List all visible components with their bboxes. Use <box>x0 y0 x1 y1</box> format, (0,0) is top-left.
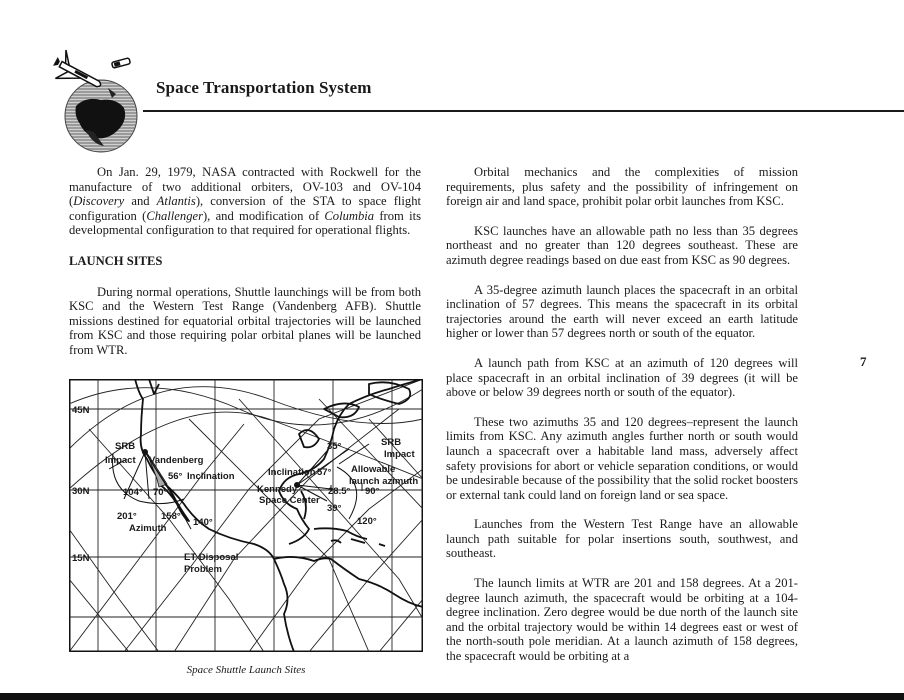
kennedy-label-2: Space Center <box>259 495 320 506</box>
ksc-inclination-39: 39° <box>327 503 342 514</box>
section-heading-launch-sites: LAUNCH SITES <box>69 253 163 268</box>
footer-bar <box>0 693 904 700</box>
paragraph-ksc-allowable-path: KSC launches have an allowable path no less than 35 degrees northeast and no greater than 120 degrees southeast. These are azimuth degree readings based on due east from KSC as 90 degrees. <box>446 223 798 267</box>
wtr-azimuth-label: Azimuth <box>129 523 167 534</box>
lat-label-30n: 30N <box>72 486 90 497</box>
ksc-inclination-label: Inclination <box>268 467 316 478</box>
wtr-inclination-70: 70° <box>153 487 168 498</box>
header-rule <box>143 110 904 112</box>
wtr-azimuth-140: 140° <box>193 517 213 528</box>
lat-label-15n: 15N <box>72 553 90 564</box>
page-title: Space Transportation System <box>156 78 372 97</box>
paragraph-launch-limits-ksc: These two azimuths 35 and 120 degrees–represent the launch limits from KSC. Any azimuth angles further north or south would launch a spacecraft over a habitable land mass, adversely affect safety provisions for abort or vehicle separation conditions, or would be undesirable because of the possibility that the solid rocket boosters or external tank could land on foreign land or sea space. <box>446 414 798 502</box>
wtr-srb-label-1: SRB <box>115 441 136 452</box>
wtr-inclination-56: 56° <box>168 471 183 482</box>
paragraph-wtr-launch-path: Launches from the Western Test Range have an allowable launch path suitable for polar insertions south, southwest, and southeast. <box>446 517 798 561</box>
et-disposal-label-2: Problem <box>184 564 223 575</box>
shuttle-over-earth-icon <box>46 48 146 156</box>
ksc-allowable-label-1: Allowable <box>351 464 396 475</box>
left-column <box>69 165 421 358</box>
lat-label-45n: 45N <box>72 405 90 416</box>
ksc-inclination-57: 57° <box>317 467 332 478</box>
wtr-inclination-104: 104° <box>123 487 143 498</box>
et-disposal-label-1: ET Disposal <box>184 552 239 563</box>
paragraph-normal-operations: During normal operations, Shuttle launchings will be from both KSC and the Western Test Range (Vandenberg AFB). Shuttle missions destined for equatorial orbital trajectories will be launched from KSC and those requiring polar orbital planes will be launched from WTR. <box>69 284 421 357</box>
vandenberg-label: Vandenberg <box>149 455 204 466</box>
launch-sites-map <box>69 379 423 652</box>
kennedy-label-1: Kennedy <box>257 484 298 495</box>
ksc-srb-label-1: SRB <box>381 437 402 448</box>
vandenberg-marker <box>142 449 148 455</box>
ksc-azimuth-35: 35° <box>327 441 342 452</box>
ksc-srb-label-2: Impact <box>384 449 415 460</box>
wtr-srb-label-2: Impact <box>105 455 136 466</box>
page-number: 7 <box>860 354 867 369</box>
paragraph-orbital-mechanics: Orbital mechanics and the complexities of mission requirements, plus safety and the possibility of infringement on foreign air and land space, prohibit polar orbit launches from KSC. <box>446 165 798 209</box>
wtr-inclination-label: Inclination <box>187 471 235 482</box>
right-column <box>446 165 798 664</box>
paragraph-120-degree-azimuth: A launch path from KSC at an azimuth of 120 degrees will place spacecraft in an orbital inclination of 39 degrees (it will be above or below 39 degrees north or south of the equator). <box>446 355 798 400</box>
figure-caption: Space Shuttle Launch Sites <box>186 664 306 676</box>
paragraph-orbiter-contract: On Jan. 29, 1979, NASA contracted with Rockwell for the manufacture of two additional orbiters, OV-103 and OV-104 (Discovery and Atlantis), conversion of the STA to space flight configuration (Challenger), and modification of Columbia from its developmental configuration to that required for operational flights. <box>69 165 422 238</box>
paragraph-wtr-launch-limits: The launch limits at WTR are 201 and 158 degrees. At a 201-degree launch azimuth, the spacecraft would be orbiting at a 104-degree inclination. Zero degree would be due north of the launch site and the orbital trajectory would be within 14 degrees east or west of the north-south pole meridian. At a launch azimuth of 158 degrees, the spacecraft would be orbiting at a <box>446 576 798 664</box>
ksc-azimuth-120: 120° <box>357 516 377 527</box>
paragraph-35-degree-azimuth: A 35-degree azimuth launch places the spacecraft in an orbital inclination of 57 degrees. This means the spacecraft in its orbital trajectories around the earth will never exceed an earth latitude higher or lower than 57 degrees north or south of the equator. <box>446 282 798 341</box>
ksc-azimuth-90: 90° <box>365 486 380 497</box>
wtr-azimuth-201: 201° <box>117 511 137 522</box>
wtr-azimuth-158: 158° <box>161 511 181 522</box>
ksc-latitude-28: 28.5° <box>328 486 351 497</box>
ksc-allowable-label-2: launch azimuth <box>349 476 419 487</box>
